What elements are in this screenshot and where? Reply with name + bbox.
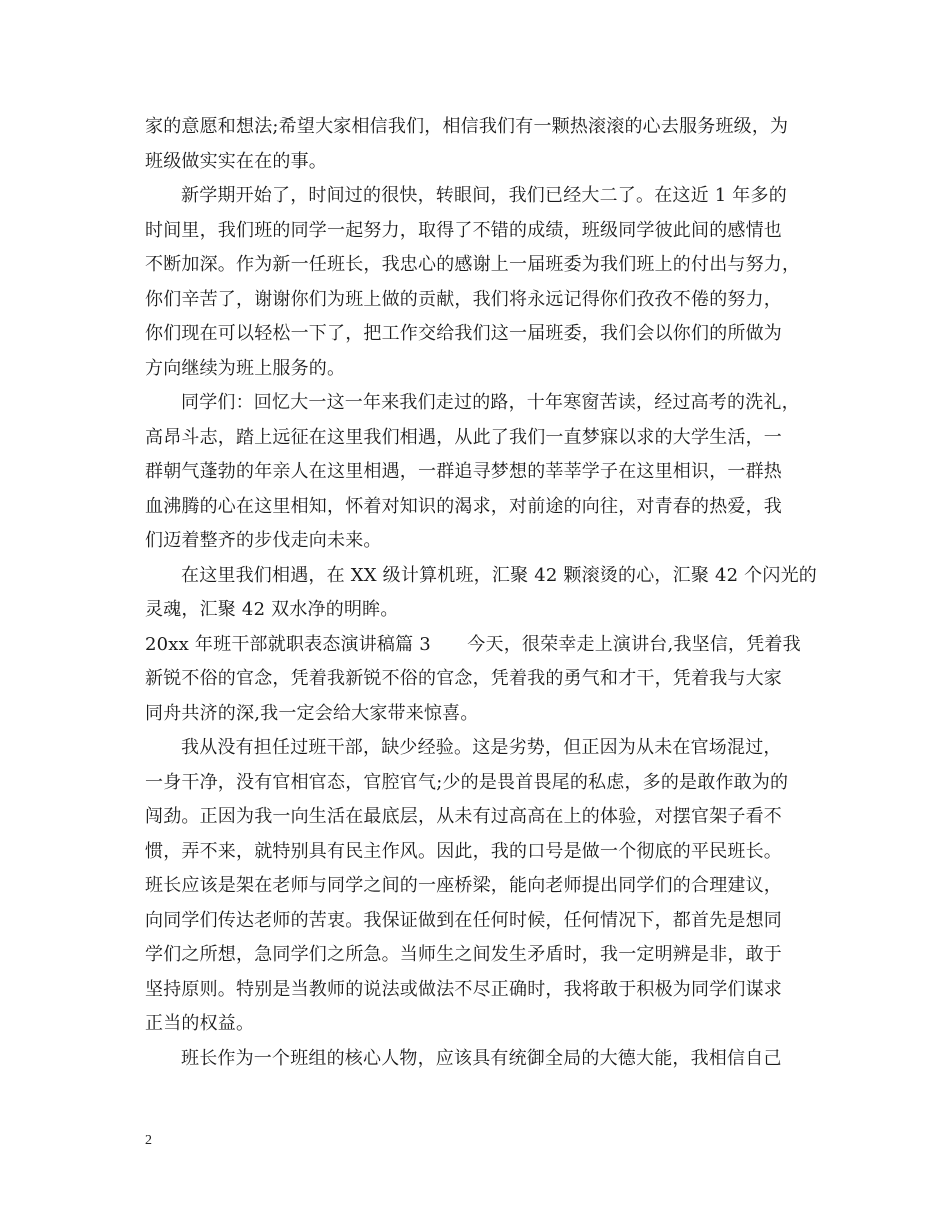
document-body bbox=[145, 110, 815, 1076]
text-line: 学们之所想，急同学们之所急。当师生之间发生矛盾时，我一定明辨是非，敢于 bbox=[145, 944, 782, 965]
text-line: 一身干净，没有官相官态，官腔官气;少的是畏首畏尾的私虑，多的是敢作敢为的 bbox=[145, 771, 789, 793]
paragraph-start-line: 新学期开始了，时间过的很快，转眼间，我们已经大二了。在这近 1 年多的 bbox=[181, 185, 787, 206]
text-line: 你们现在可以轻松一下了，把工作交给我们这一届班委，我们会以你们的所做为 bbox=[145, 323, 782, 344]
paragraph-start-line: 班长作为一个班组的核心人物，应该具有统御全局的大德大能，我相信自己 bbox=[181, 1047, 782, 1069]
paragraph-start-line: 同学们：回忆大一这一年来我们走过的路，十年寒窗苦读，经过高考的洗礼， bbox=[181, 392, 800, 413]
text-line: 班级做实实在在的事。 bbox=[145, 150, 327, 172]
text-line: 坚持原则。特别是当教师的说法或做法不尽正确时，我将敢于积极为同学们谋求 bbox=[145, 978, 782, 1000]
text-line: 家的意愿和想法;希望大家相信我们，相信我们有一颗热滚滚的心去服务班级，为 bbox=[145, 116, 789, 137]
text-line: 灵魂，汇聚 42 双水净的明眸。 bbox=[145, 599, 399, 620]
text-line: 高昂斗志，踏上远征在这里我们相遇，从此了我们一直梦寐以求的大学生活，一 bbox=[145, 426, 782, 448]
text-line: 闯劲。正因为我一向生活在最底层，从未有过高高在上的体验，对摆官架子看不 bbox=[145, 806, 782, 827]
text-line: 血沸腾的心在这里相知，怀着对知识的渴求，对前途的向往，对青春的热爱，我 bbox=[145, 495, 782, 517]
text-line: 你们辛苦了，谢谢你们为班上做的贡献，我们将永远记得你们孜孜不倦的努力， bbox=[145, 288, 782, 310]
text-line: 时间里，我们班的同学一起努力，取得了不错的成绩，班级同学彼此间的感情也 bbox=[145, 219, 782, 241]
section-heading-line: 20xx 年班干部就职表态演讲稿篇 3 今天，很荣幸走上演讲台,我坚信，凭着我 bbox=[145, 633, 801, 655]
text-line: 不断加深。作为新一任班长，我忠心的感谢上一届班委为我们班上的付出与努力， bbox=[145, 254, 801, 275]
text-line: 方向继续为班上服务的。 bbox=[145, 357, 346, 379]
text-line: 向同学们传达老师的苦衷。我保证做到在任何时候，任何情况下，都首先是想同 bbox=[145, 909, 782, 931]
text-line: 班长应该是架在老师与同学之间的一座桥梁，能向老师提出同学们的合理建议， bbox=[145, 875, 782, 896]
text-line: 新锐不俗的官念，凭着我新锐不俗的官念，凭着我的勇气和才干，凭着我与大家 bbox=[145, 668, 782, 689]
paragraph-start-line: 我从没有担任过班干部，缺少经验。这是劣势，但正因为从未在官场混过， bbox=[181, 737, 782, 758]
text-line: 同舟共济的深,我一定会给大家带来惊喜。 bbox=[145, 702, 479, 724]
text-line: 群朝气蓬勃的年亲人在这里相遇，一群追寻梦想的莘莘学子在这里相识，一群热 bbox=[145, 461, 782, 482]
text-line: 们迈着整齐的步伐走向未来。 bbox=[145, 530, 382, 551]
text-line: 正当的权益。 bbox=[145, 1013, 255, 1034]
text-line: 惯，弄不来，就特别具有民主作风。因此，我的口号是做一个彻底的平民班长。 bbox=[145, 840, 782, 862]
paragraph-start-line: 在这里我们相遇，在 XX 级计算机班，汇聚 42 颗滚烫的心，汇聚 42 个闪光的 bbox=[181, 564, 817, 586]
page-number: 2 bbox=[145, 1133, 152, 1148]
